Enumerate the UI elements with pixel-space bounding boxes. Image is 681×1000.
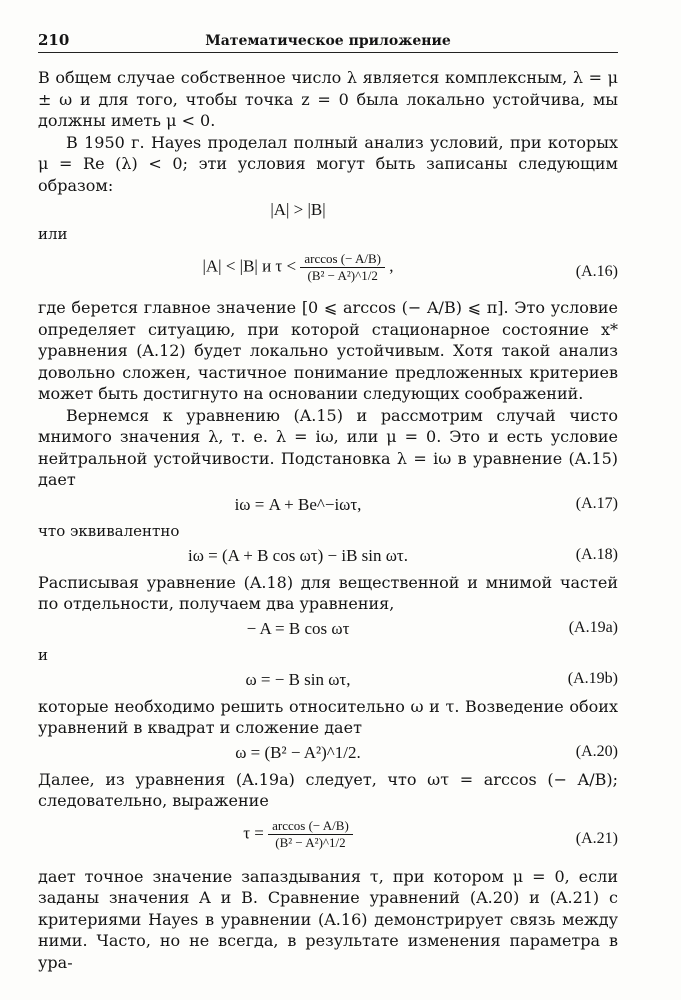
paragraph-1: В общем случае собственное число λ является комплексным, λ = μ ± ω и для того, чтобы точка z = 0 была локально устойчива, мы должны иметь μ < 0. [38,68,618,130]
paragraph-6: которые необходимо решить относительно ω и τ. Возведение обоих уравнений в квадрат и сложение дает [38,696,618,737]
equation-a21 [38,812,618,866]
page-header [38,26,618,53]
page-number: 210 [38,31,70,49]
equation-a19a: − A = B cos ωτ (A.19a) [246,618,618,638]
page [38,26,618,973]
eq21-denominator: (B² − A²)^1/2 [275,834,346,850]
equation-a16 [38,245,618,297]
eq21-numerator: arccos (− A/B) [268,818,353,835]
equation-a17: iω = A + Be^−iωτ, (A.17) [234,494,618,514]
eq21-label: (A.21) [575,829,618,847]
word-equivalent: что эквивалентно [38,521,180,540]
equation-a18: iω = (A + B cos ωτ) − iB sin ωτ. (A.18) [187,545,618,565]
eq21-fraction [268,818,353,851]
word-or: или [38,225,68,243]
running-title: Математическое приложение [205,33,451,49]
eq16-numerator: arccos (− A/B) [300,251,385,268]
eq16-label: (A.16) [575,263,618,280]
eq16-left: |A| < |B| и τ < [202,256,297,276]
paragraph-8: дает точное значение запаздывания τ, при котором μ = 0, если заданы значения A и B. Сравнение уравнений (A.20) и (A.21) с критериями Hayes в уравнении (A.16) демонстрирует связь между ними. Часто, но не всегда, в результате изменения параметра в ура- [38,866,618,972]
equation-a19b: ω = − B sin ωτ, (A.19b) [245,669,618,689]
paragraph-7: Далее, из уравнения (A.19a) следует, что ωτ = arccos (− A/B); следовательно, выражение [38,769,618,810]
equation-abs: |A| > |B| [270,200,326,219]
eq21-left: τ = [243,822,264,842]
paragraph-2: В 1950 г. Hayes проделал полный анализ условий, при которых μ = Re (λ) < 0; эти условия могут быть записаны следующим образом: [38,132,618,195]
paragraph-3: где берется главное значение [0 ⩽ arccos (− A/B) ⩽ π]. Это условие определяет ситуацию, при которой стационарное состояние x* уравнения (A.12) будет локально устойчивым. Хотя такой анализ довольно сложен, частичное понимание предложенных критериев может быть достигнуто на основании следующих соображений. [38,298,618,403]
paragraph-4: Вернемся к уравнению (A.15) и рассмотрим случай чисто мнимого значения λ, т. е. λ = iω, или μ = 0. Это и есть условие нейтральной устойчивости. Подстановка λ = iω в уравнение (A.15) дает [38,405,618,489]
eq16-fraction [300,251,385,284]
equation-a20: ω = (B² − A²)^1/2. (A.20) [235,742,618,762]
word-and: и [38,645,48,664]
paragraph-5: Расписывая уравнение (A.18) для вещественной и мнимой частей по отдельности, получаем два уравнения, [38,572,618,613]
eq16-denominator: (B² − A²)^1/2 [307,268,378,283]
eq16-tail: , [389,256,394,276]
